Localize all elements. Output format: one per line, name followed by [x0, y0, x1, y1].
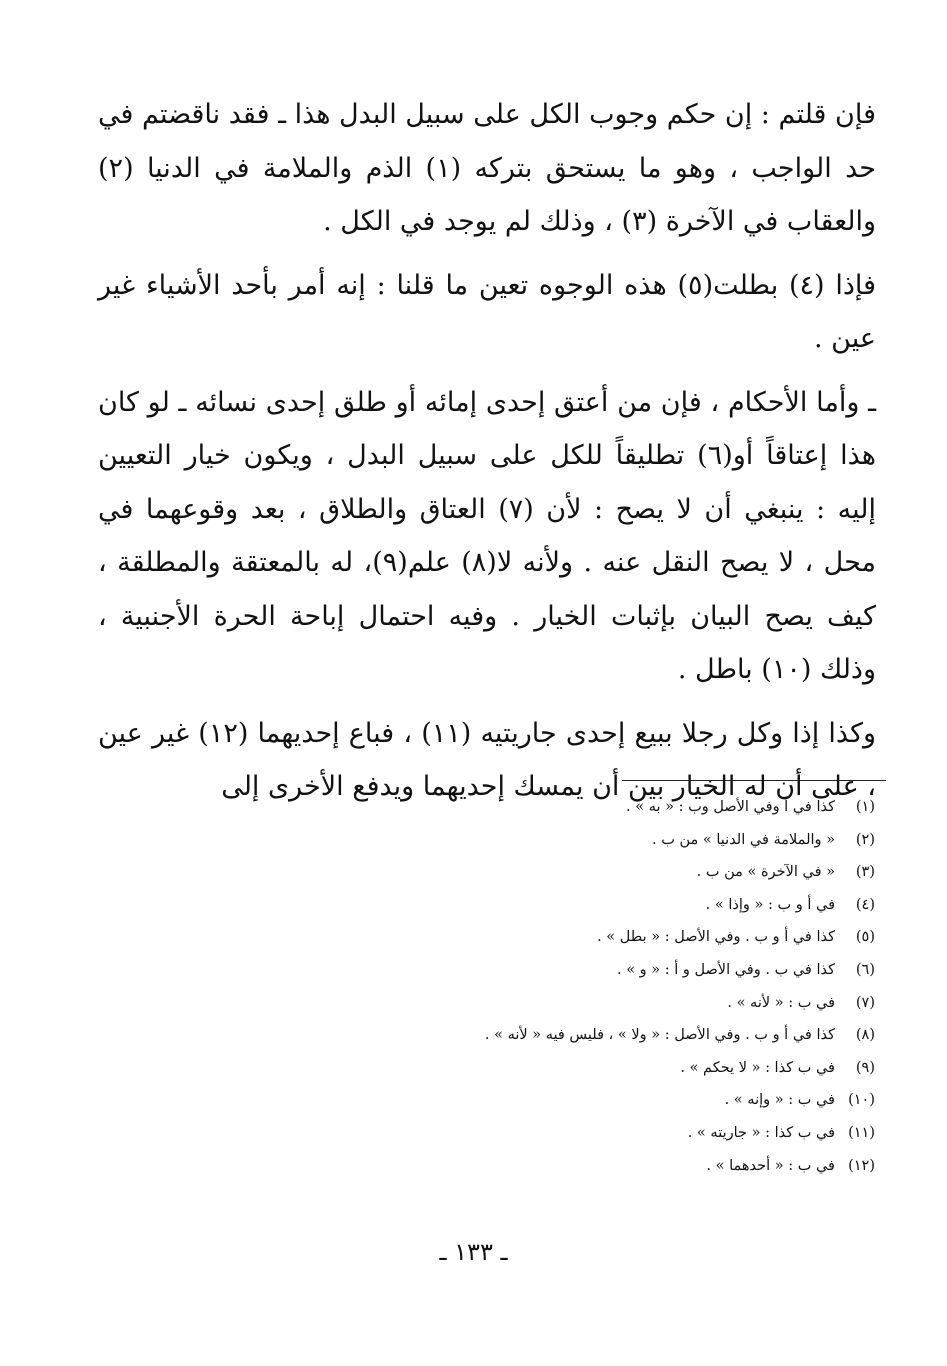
- paragraph: وكذا إذا وكل رجلا ببيع إحدى جاريتيه (١١) ، فباع إحديهما (١٢) غير عين ، على أن له الخيار بين أن يمسك إحديهما ويدفع الأخرى إلى: [98, 717, 876, 802]
- footnote-text: كذا في أ و ب . وفي الأصل : « ولا » ، فليس فيه « لأنه » .: [484, 1027, 835, 1044]
- footnote-number: (١٠): [848, 1092, 875, 1109]
- footnote-number: (٩): [855, 1059, 875, 1076]
- footnote: [355, 1084, 875, 1117]
- footnote: [355, 791, 875, 824]
- footnote-text: كذا في ب . وفي الأصل و أ : « و » .: [616, 961, 835, 978]
- footnote-text: في أ و ب : « وإذا » .: [705, 896, 835, 913]
- main-text: [98, 88, 876, 824]
- paragraph: فإن قلتم : إن حكم وجوب الكل على سبيل البدل هذا ـ فقد ناقضتم في حد الواجب ، وهو ما يستحق بتركه (١) الذم والملامة في الدنيا (٢) والعقاب في الآخرة (٣) ، وذلك لم يوجد في الكل .: [98, 99, 876, 237]
- footnote: [355, 954, 875, 987]
- footnote-number: (٥): [855, 929, 875, 946]
- footnote-text: في ب كذا : « لا يحكم » .: [680, 1059, 835, 1076]
- footnote-number: (١١): [848, 1124, 875, 1141]
- footnote-separator: [622, 780, 886, 781]
- footnote-text: كذا في أ وفي الأصل وب : « به » .: [626, 799, 835, 815]
- footnote-number: (٨): [855, 1027, 875, 1044]
- paragraph: ـ وأما الأحكام ، فإن من أعتق إحدى إمائه أو طلق إحدى نسائه ـ لو كان هذا إعتاقاً أو(٦) تطليقاً للكل على سبيل البدل ، ويكون خيار التعيين إليه : ينبغي أن لا يصح : لأن (٧) العتاق والطلاق ، بعد وقوعهما في محل ، لا يصح النقل عنه . ولأنه لا(٨) علم(٩)، له بالمعتقة والمطلقة ، كيف يصح البيان بإثبات الخيار . وفيه احتمال إباحة الحرة الأجنبية ، وذلك (١٠) باطل .: [98, 386, 877, 685]
- footnote-text: في ب : « لأنه » .: [727, 994, 835, 1011]
- footnote-text: في ب : « أحدهما » .: [706, 1157, 835, 1174]
- footnote-text: « والملامة في الدنيا » من ب .: [652, 831, 835, 848]
- footnote-number: (٧): [855, 994, 875, 1011]
- footnote-number: (٤): [855, 896, 875, 913]
- footnotes: [355, 791, 875, 1182]
- footnote: [355, 1019, 875, 1052]
- footnote: [355, 856, 875, 889]
- footnote: [355, 824, 875, 857]
- footnote: [355, 1117, 875, 1150]
- paragraph: فإذا (٤) بطلت(٥) هذه الوجوه تعين ما قلنا : إنه أمر بأحد الأشياء غير عين .: [98, 269, 877, 354]
- footnote-number: (٢): [855, 831, 875, 848]
- footnote-text: في ب كذا : « جاريته » .: [687, 1124, 835, 1141]
- page-number: ـ ١٣٣ ـ: [439, 1238, 508, 1266]
- footnote: [355, 921, 875, 954]
- footnote: [355, 1150, 875, 1183]
- footnote: [355, 889, 875, 922]
- footnote-number: (٦): [855, 961, 875, 978]
- footnote-number: (١): [855, 799, 875, 815]
- footnote-text: كذا في أ و ب . وفي الأصل : « بطل » .: [597, 929, 835, 946]
- footnote: [355, 1052, 875, 1085]
- footnote: [355, 987, 875, 1020]
- footnote-number: (٣): [855, 864, 875, 881]
- footnote-text: « في الآخرة » من ب .: [696, 864, 835, 881]
- footnote-text: في ب : « وإنه » .: [724, 1092, 835, 1109]
- footnote-number: (١٢): [848, 1157, 875, 1174]
